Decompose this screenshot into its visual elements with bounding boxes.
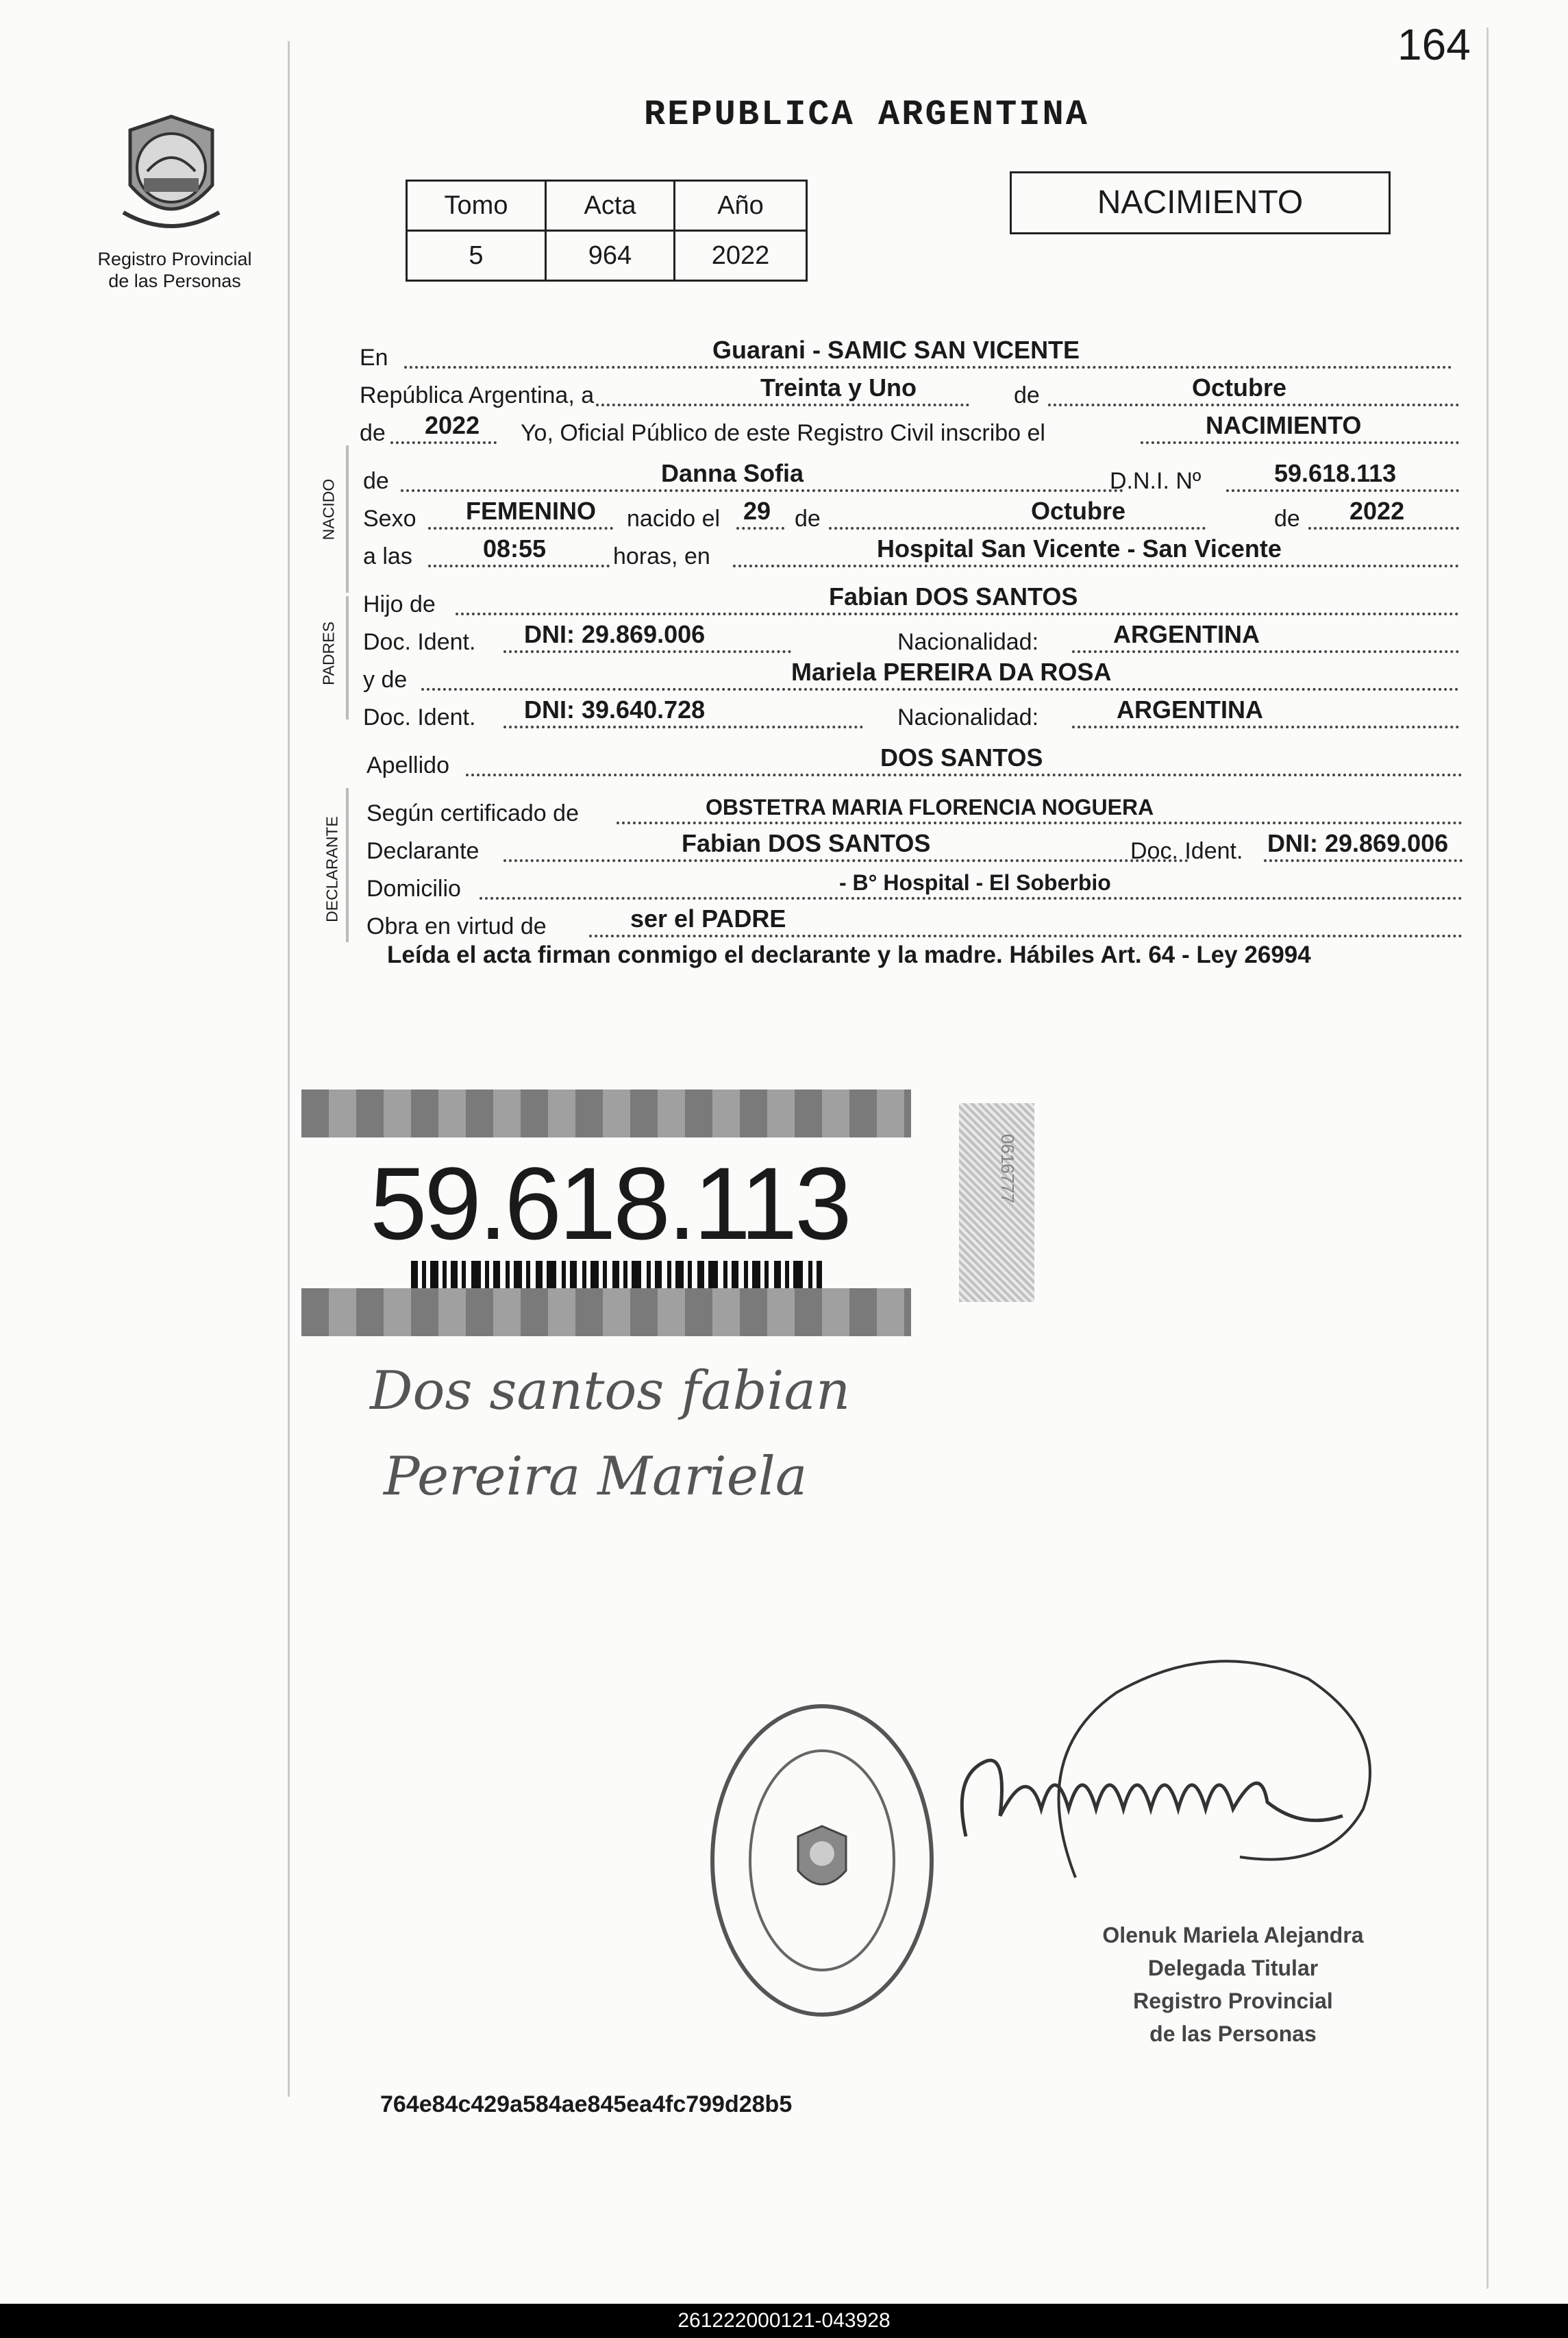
sexo-value: FEMENINO (466, 497, 597, 525)
madre-doc-value: DNI: 39.640.728 (524, 696, 706, 724)
dotted-line (829, 527, 1206, 530)
security-code: 0616777 (997, 1133, 1019, 1204)
hora-value: 08:55 (483, 534, 547, 563)
inscribo-value: NACIMIENTO (1206, 411, 1362, 439)
row-sexo (363, 497, 1463, 535)
dotted-line (1048, 404, 1459, 406)
right-margin-line (1486, 27, 1489, 2289)
section-separator (346, 445, 349, 593)
dotted-line (1264, 859, 1463, 862)
obra-label: Obra en virtud de (366, 913, 547, 939)
acta-type-box: NACIMIENTO (1010, 171, 1391, 234)
acta-value-tomo: 5 (407, 231, 546, 281)
declarante-label: Declarante (366, 838, 480, 864)
padre-nac-value: ARGENTINA (1113, 620, 1260, 648)
nac-de-label: de (795, 506, 821, 532)
lugar-value: Hospital San Vicente - San Vicente (877, 534, 1282, 563)
oficial-text: Yo, Oficial Público de este Registro Civil inscribo el (521, 420, 1045, 446)
domicilio-label: Domicilio (366, 876, 461, 902)
row-declarante (366, 829, 1466, 867)
segun-label: Según certificado de (366, 800, 579, 826)
horas-en-label: horas, en (613, 543, 710, 569)
logo-caption (69, 248, 281, 292)
segun-value: OBSTETRA MARIA FLORENCIA NOGUERA (706, 795, 1154, 820)
domicilio-value: - B° Hospital - El Soberbio (839, 870, 1111, 895)
padre-doc-label: Doc. Ident. (363, 629, 476, 655)
dotted-line (404, 366, 1452, 369)
dotted-line (733, 565, 1459, 567)
nac-dia-value: 29 (743, 497, 771, 525)
anio-prefix: de (360, 420, 386, 446)
declarante-value: Fabian DOS SANTOS (682, 829, 931, 857)
dotted-line (1226, 489, 1459, 492)
sexo-label: Sexo (363, 506, 416, 532)
dni-value: 59.618.113 (1274, 459, 1397, 487)
section-separator (346, 788, 349, 942)
nac-anio-value: 2022 (1349, 497, 1405, 525)
madre-nac-label: Nacionalidad: (897, 704, 1039, 730)
dia-value: Treinta y Uno (760, 373, 917, 402)
nombre-value: Danna Sofia (661, 459, 804, 487)
row-fecha (360, 373, 1463, 412)
en-value: Guarani - SAMIC SAN VICENTE (712, 336, 1080, 364)
dotted-line (428, 527, 613, 530)
nac-de2-label: de (1274, 506, 1300, 532)
madre-nac-value: ARGENTINA (1117, 696, 1263, 724)
republica-label: República Argentina, a (360, 382, 595, 408)
page-number: 164 (1397, 20, 1471, 69)
dotted-line (503, 859, 1189, 862)
dotted-line (596, 404, 969, 406)
section-separator (346, 596, 349, 719)
side-label-nacido: NACIDO (319, 478, 338, 541)
padre-nac-label: Nacionalidad: (897, 629, 1039, 655)
decl-doc-label: Doc. Ident. (1130, 838, 1243, 864)
official-role: Delegada Titular (1147, 1956, 1319, 1980)
en-label: En (360, 345, 388, 371)
y-de-label: y de (363, 667, 408, 693)
logo-caption-line1: Registro Provincial (97, 249, 252, 269)
row-segun (366, 791, 1466, 830)
side-label-padres: PADRES (319, 622, 338, 685)
handwritten-signature-declarante: Dos santos fabian (370, 1360, 851, 1422)
official-stamp-icon (706, 1699, 938, 2021)
dni-label: D.N.I. Nº (1110, 468, 1202, 494)
padre-value: Fabian DOS SANTOS (829, 582, 1078, 611)
dotted-line (736, 527, 784, 530)
nac-mes-value: Octubre (1031, 497, 1126, 525)
official-office-2: de las Personas (1149, 2021, 1317, 2046)
anio-value: 2022 (425, 411, 480, 439)
official-signature-icon (945, 1734, 1356, 1850)
nacido-el-label: nacido el (627, 506, 721, 532)
row-hora (363, 534, 1463, 573)
logo-caption-line2: de las Personas (108, 271, 241, 291)
acta-header-anio: Año (675, 181, 807, 231)
dotted-line (503, 650, 791, 653)
document-hash: 764e84c429a584ae845ea4fc799d28b5 (380, 2091, 793, 2117)
hijo-de-label: Hijo de (363, 591, 436, 617)
dni-barcode-sticker (301, 1090, 911, 1336)
dotted-line (421, 688, 1459, 691)
row-padre-doc (363, 620, 1463, 659)
row-madre (363, 658, 1463, 696)
dotted-line (503, 726, 863, 728)
dotted-line (617, 822, 1463, 824)
madre-doc-label: Doc. Ident. (363, 704, 476, 730)
dotted-line (401, 489, 1123, 492)
official-office: Registro Provincial (1133, 1989, 1333, 2013)
dotted-line (589, 935, 1463, 937)
document-title: REPUBLICA ARGENTINA (644, 95, 1089, 135)
province-seal-icon (103, 103, 240, 240)
dotted-line (480, 897, 1463, 900)
dotted-line (1072, 726, 1459, 728)
dotted-line (466, 774, 1463, 776)
madre-value: Mariela PEREIRA DA ROSA (791, 658, 1112, 686)
apellido-label: Apellido (366, 752, 449, 778)
dotted-line (390, 441, 497, 444)
closing-statement: Leída el acta firman conmigo el declarante y la madre. Hábiles Art. 64 - Ley 26994 (387, 942, 1311, 968)
row-inscribo (360, 411, 1463, 450)
official-name: Olenuk Mariela Alejandra (1102, 1923, 1364, 1947)
decl-doc-value: DNI: 29.869.006 (1267, 829, 1449, 857)
left-margin-line (288, 41, 290, 2097)
padre-doc-value: DNI: 29.869.006 (524, 620, 706, 648)
barcode-number: 59.618.113 (370, 1146, 849, 1261)
acta-table (406, 180, 808, 282)
handwritten-signature-madre: Pereira Mariela (384, 1446, 808, 1508)
dotted-line (428, 565, 610, 567)
acta-header-acta: Acta (546, 181, 675, 231)
row-obra (366, 905, 1466, 943)
acta-header-tomo: Tomo (407, 181, 546, 231)
row-apellido (366, 743, 1466, 782)
row-padre (363, 582, 1463, 621)
dotted-line (1072, 650, 1459, 653)
de-label: de (1014, 382, 1040, 408)
security-hologram (959, 1103, 1034, 1302)
acta-value-acta: 964 (546, 231, 675, 281)
obra-value: ser el PADRE (630, 905, 786, 933)
footer-code: 261222000121-043928 (0, 2304, 1568, 2338)
row-nombre (363, 459, 1463, 497)
sticker-top-band (301, 1090, 911, 1137)
nacido-de-label: de (363, 468, 389, 494)
acta-value-anio: 2022 (675, 231, 807, 281)
row-madre-doc (363, 696, 1463, 734)
sticker-bottom-band (301, 1288, 911, 1336)
official-signature-block (1055, 1919, 1411, 2050)
dotted-line (1308, 527, 1459, 530)
mes-value: Octubre (1192, 373, 1287, 402)
side-label-declarante: DECLARANTE (323, 816, 341, 922)
apellido-value: DOS SANTOS (880, 743, 1043, 772)
row-domicilio (366, 867, 1466, 905)
dotted-line (456, 613, 1459, 615)
dotted-line (1141, 441, 1459, 444)
alas-label: a las (363, 543, 412, 569)
row-en (360, 336, 1456, 374)
